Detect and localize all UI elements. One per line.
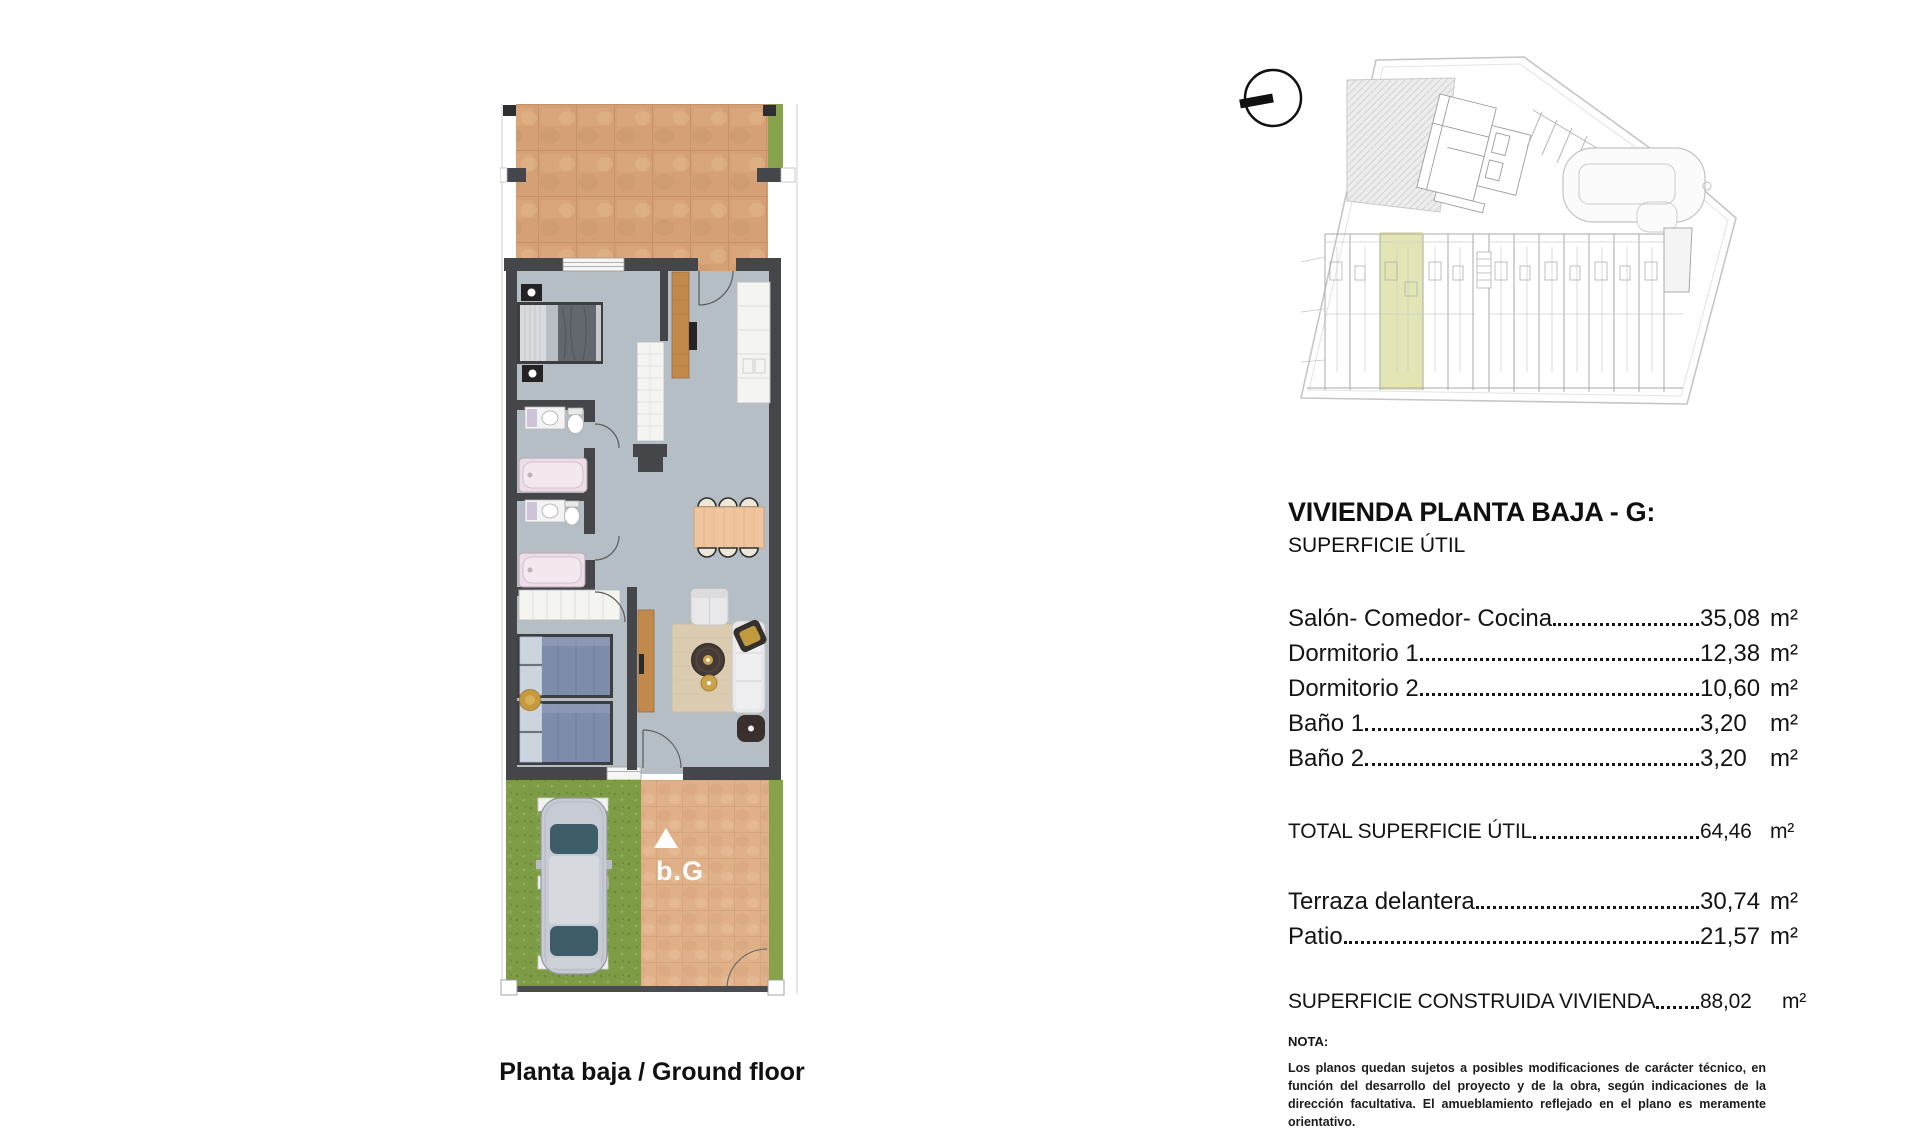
exterior-unit: m² [1770,922,1798,950]
pool-area [1563,148,1711,232]
page-title: VIVIENDA PLANTA BAJA - G: [1288,497,1656,527]
room-unit: m² [1770,709,1798,737]
toilet [568,408,583,415]
double-bed [517,302,603,364]
surface-row [1288,597,1820,632]
kitchen-tall-cabinet [672,272,689,378]
built-surface-row [1288,984,1820,1014]
bathtub [519,458,587,492]
room-label: Baño 2 [1288,744,1365,772]
surface-row [1288,667,1820,702]
built-unit: m² [1782,990,1807,1014]
exterior-label: Terraza delantera [1288,887,1475,915]
surface-row [1288,632,1820,667]
exterior-value: 30,74 [1700,887,1761,915]
plan-caption: Planta baja / Ground floor [499,1058,805,1086]
subtitle: SUPERFICIE ÚTIL [1288,534,1466,558]
room-label: Baño 1 [1288,709,1365,737]
compass [1240,70,1301,126]
surface-row [1288,702,1820,737]
surface-row [1288,737,1820,772]
dot-leader [1656,1006,1699,1009]
coffee-table [692,644,725,677]
toilet [565,501,579,507]
entry-threshold [698,258,736,271]
kitchen-counter [737,282,770,403]
dot-leader [1533,836,1699,839]
room-value: 3,20 [1700,744,1747,772]
surface-details-panel [1288,498,1820,1131]
dining-set [694,498,764,557]
unit-label: b.G [656,856,704,886]
north-arrow [1240,98,1273,104]
single-bed [517,634,613,698]
end-structure [1664,228,1692,292]
built-value: 88,02 [1700,990,1752,1014]
room-value: 10,60 [1700,674,1761,702]
front-window [563,258,624,271]
surface-row [1288,880,1820,915]
note-text: Los planos quedan sujetos a posibles modificaciones de carácter técnico, en función del desarrollo del proyecto y de la obra, según indicaciones de la dirección facultativa. El amueblamiento reflejado en el plano es meramente orientativo. [1288,1061,1766,1130]
room-unit: m² [1770,639,1798,667]
room-unit: m² [1770,604,1798,632]
car [536,798,612,974]
room-value: 35,08 [1700,604,1761,632]
room-label: Salón- Comedor- Cocina [1288,604,1553,632]
dot-leader [1476,906,1699,909]
front-terrace [500,104,795,259]
appliance [689,322,697,350]
built-label: SUPERFICIE CONSTRUIDA VIVIENDA [1288,990,1656,1014]
room-value: 12,38 [1700,639,1761,667]
room-label: Dormitorio 2 [1288,674,1419,702]
rear-patio [501,780,784,995]
note-title: NOTA: [1288,1034,1329,1050]
bathtub [519,553,585,587]
dot-leader [1553,623,1699,626]
bedroom-2 [517,590,620,765]
total-surface-row [1288,814,1820,844]
total-value: 64,46 [1700,820,1752,844]
room-label: Dormitorio 1 [1288,639,1419,667]
room-surface-list [1288,597,1820,772]
exterior-label: Patio [1288,922,1343,950]
stair-core [1477,252,1491,288]
exterior-unit: m² [1770,887,1798,915]
surface-row [1288,915,1820,950]
site-plan [1237,52,1797,420]
dot-leader [1365,728,1699,731]
rear-grass-strip [769,780,783,986]
room-value: 3,20 [1700,709,1747,737]
total-label: TOTAL SUPERFICIE ÚTIL [1288,820,1532,844]
hall-closet [637,342,664,441]
exterior-value: 21,57 [1700,922,1761,950]
dot-leader [1344,941,1699,944]
highlighted-unit-g [1380,232,1423,390]
room-unit: m² [1770,674,1798,702]
total-unit: m² [1770,820,1795,844]
loveseat [691,589,728,625]
dot-leader [1365,763,1699,766]
room-unit: m² [1770,744,1798,772]
dot-leader [1420,658,1699,661]
dot-leader [1420,693,1699,696]
wardrobe [519,590,620,620]
exterior-surface-list [1288,880,1820,950]
dining-table [694,507,764,548]
floor-plan [500,104,800,1004]
